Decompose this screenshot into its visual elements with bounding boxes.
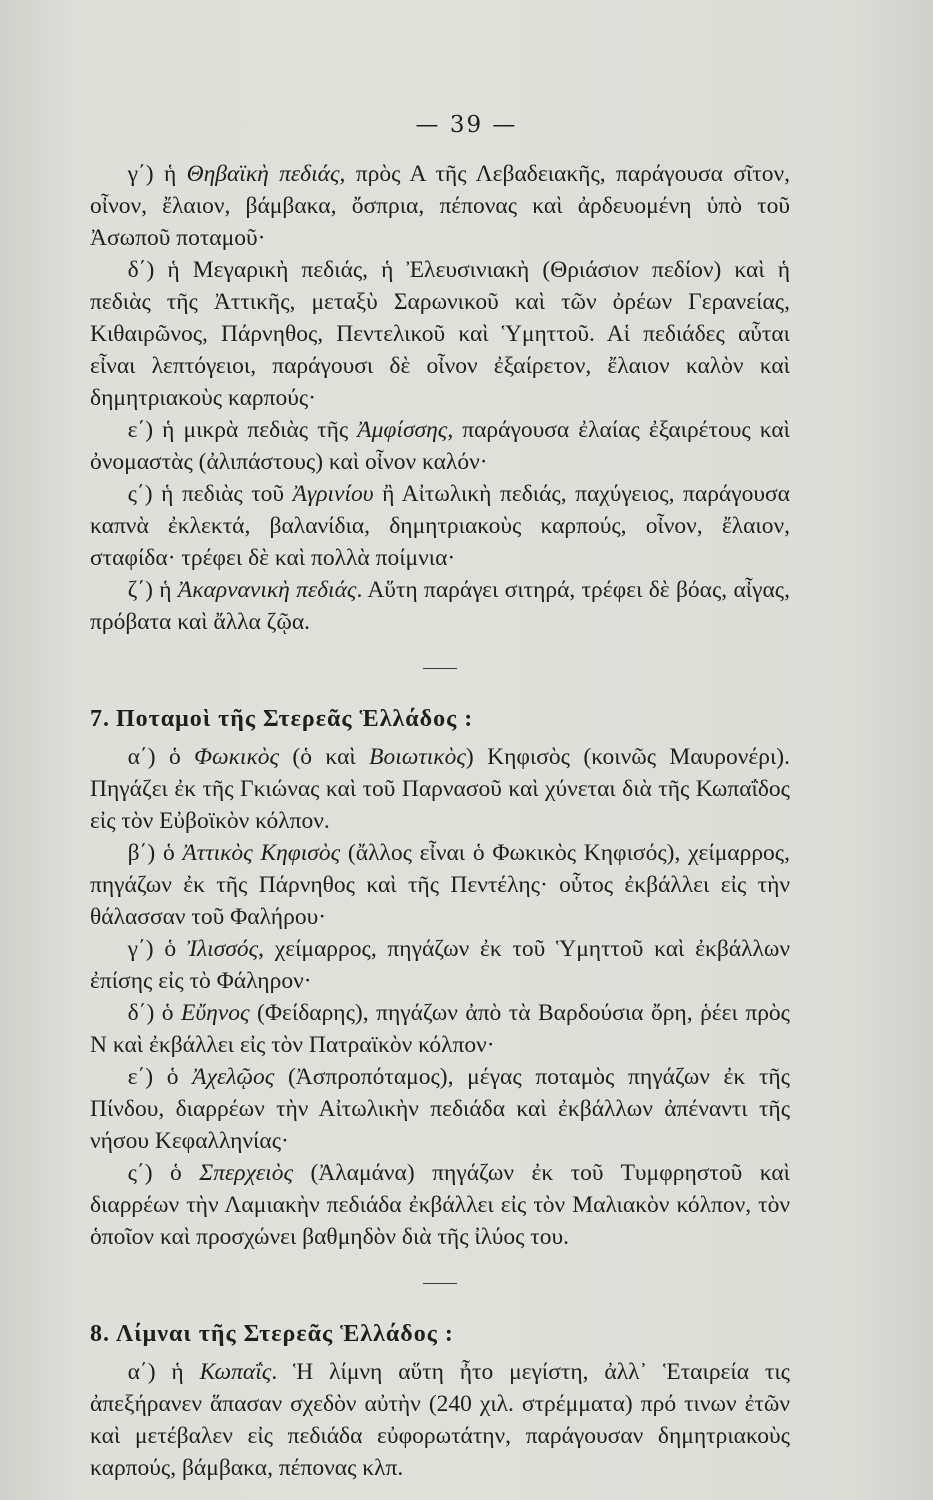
plain-item-epsilon: ε΄) ἡ μικρὰ πεδιὰς τῆς Ἀμφίσσης, παράγουσα ἐλαίας ἐξαιρέτους καὶ ὀνομαστὰς (ἀλιπάστους) καὶ οἶνον καλόν· <box>90 417 791 475</box>
river-name: Φωκικὸς <box>194 744 280 770</box>
plain-item-zeta: ζ΄) ἡ Ἀκαρνανικὴ πεδιάς. Αὕτη παράγει σιτηρά, τρέφει δὲ βόας, αἶγας, πρόβατα καὶ ἄλλα ζῷα. <box>90 577 790 635</box>
section-8-heading <box>90 1318 790 1350</box>
river-item-epsilon: ε΄) ὁ Ἀχελῷος (Ἀσπροπόταμος), μέγας ποταμὸς πηγάζων ἐκ τῆς Πίνδου, διαρρέων τὴν Αἰτωλικὴν πεδιάδα καὶ ἐκβάλλων ἀπέναντι τῆς νήσου Κεφαλληνίας· <box>90 1064 790 1154</box>
river-name-alt: Βοιωτικὸς <box>369 744 466 770</box>
river-item-stigma: ς΄) ὁ Σπερχειὸς (Ἀλαμάνα) πηγάζων ἐκ τοῦ Τυμφρηστοῦ καὶ διαρρέων τὴν Λαμιακὴν πεδιάδα ἐκβάλλει εἰς τὸν Μαλιακὸν κόλπον, τὸν ὁποῖον καὶ προσχώνει βαθμηδὸν διὰ τῆς ἰλύος του. <box>90 1160 790 1250</box>
plain-item-stigma: ς΄) ἡ πεδιὰς τοῦ Ἀγρινίου ἢ Αἰτωλικὴ πεδιάς, παχύγειος, παράγουσα καπνὰ ἐκλεκτά, βαλανίδια, δημητριακοὺς καρπούς, οἶνον, ἔλαιον, σταφίδα· τρέφει δὲ καὶ πολλὰ ποίμνια· <box>90 481 790 571</box>
page-body <box>90 158 790 1484</box>
plain-item-delta: δ΄) ἡ Μεγαρικὴ πεδιάς, ἡ Ἐλευσινιακὴ (Θριάσιον πεδίον) καὶ ἡ πεδιὰς τῆς Ἀττικῆς, μεταξὺ Σαρωνικοῦ καὶ τῶν ὀρέων Γερανείας, Κιθαιρῶνος, Πάρνηθος, Πεντελικοῦ καὶ Ὑμηττοῦ. Αἱ πεδιάδες αὗται εἶναι λεπτόγειοι, παράγουσι δὲ οἶνον ἐξαίρετον, ἔλαιον καλὸν καὶ δημητριακοὺς καρπούς· <box>90 257 790 411</box>
river-name: Εὔηνος <box>181 1000 250 1026</box>
section-divider <box>423 668 457 669</box>
river-item-beta: β΄) ὁ Ἀττικὸς Κηφισὸς (ἄλλος εἶναι ὁ Φωκικὸς Κηφισός), χείμαρρος, πηγάζων ἐκ τῆς Πάρνηθος καὶ τῆς Πεντέλης· οὗτος ἐκβάλλει εἰς τὴν θάλασσαν τοῦ Φαλήρου· <box>90 840 790 930</box>
river-item-gamma: γ΄) ὁ Ἰλισσός, χείμαρρος, πηγάζων ἐκ τοῦ Ὑμηττοῦ καὶ ἐκβάλλων ἐπίσης εἰς τὸ Φάληρον· <box>90 936 790 994</box>
plain-item-gamma: γ΄) ἡ Θηβαϊκὴ πεδιάς, πρὸς Α τῆς Λεβαδειακῆς, παράγουσα σῖτον, οἶνον, ἔλαιον, βάμβακα, ὄσπρια, πέπονας καὶ ἀρδευομένη ὑπὸ τοῦ Ἀσωποῦ ποταμοῦ· <box>90 161 791 251</box>
river-name: Ἀττικὸς Κηφισὸς <box>182 840 341 866</box>
section-divider <box>423 1283 457 1284</box>
plain-name: Ἀγρινίου <box>292 481 374 507</box>
river-item-delta: δ΄) ὁ Εὔηνος (Φείδαρης), πηγάζων ἀπὸ τὰ Βαρδούσια ὄρη, ῥέει πρὸς Ν καὶ ἐκβάλλει εἰς τὸν Πατραϊκὸν κόλπον· <box>90 1000 790 1058</box>
plain-name: Ἀμφίσσης <box>357 417 448 443</box>
lake-item-alpha: α΄) ἡ Κωπαΐς. Ἡ λίμνη αὕτη ἦτο μεγίστη, ἀλλ᾽ Ἑταιρεία τις ἀπεξήρανεν ἅπασαν σχεδὸν αὐτὴν (240 χιλ. στρέμματα) πρό τινων ἐτῶν καὶ μετέβαλεν εἰς πεδιάδα εὐφορωτάτην, παράγουσαν δημητριακοὺς καρπούς, βάμβακα, πέπονας κλπ. <box>90 1359 790 1481</box>
section-title: Ποταμοὶ τῆς Στερεᾶς Ἑλλάδος : <box>116 706 474 732</box>
river-item-alpha: α΄) ὁ Φωκικὸς (ὁ καὶ Βοιωτικὸς) Κηφισὸς (κοινῶς Μαυρονέρι). Πηγάζει ἐκ τῆς Γκιώνας καὶ τοῦ Παρνασοῦ καὶ χύνεται διὰ τῆς Κωπαΐδος εἰς τὸν Εὐβοϊκὸν κόλπον. <box>90 744 790 834</box>
river-name: Σπερχειὸς <box>199 1160 293 1186</box>
page-number: — 39 — <box>415 112 518 138</box>
river-name: Ἀχελῷος <box>192 1064 275 1090</box>
section-number: 8. <box>90 1321 110 1347</box>
lake-name: Κωπαΐς <box>199 1359 272 1385</box>
plain-name: Θηβαϊκὴ πεδιάς <box>186 161 340 187</box>
river-name: Ἰλισσός <box>186 936 259 962</box>
section-number: 7. <box>90 706 110 732</box>
plain-name: Ἀκαρνανικὴ πεδιάς <box>177 577 357 603</box>
section-title: Λίμναι τῆς Στερεᾶς Ἑλλάδος : <box>116 1321 454 1347</box>
section-7-heading <box>90 703 790 735</box>
